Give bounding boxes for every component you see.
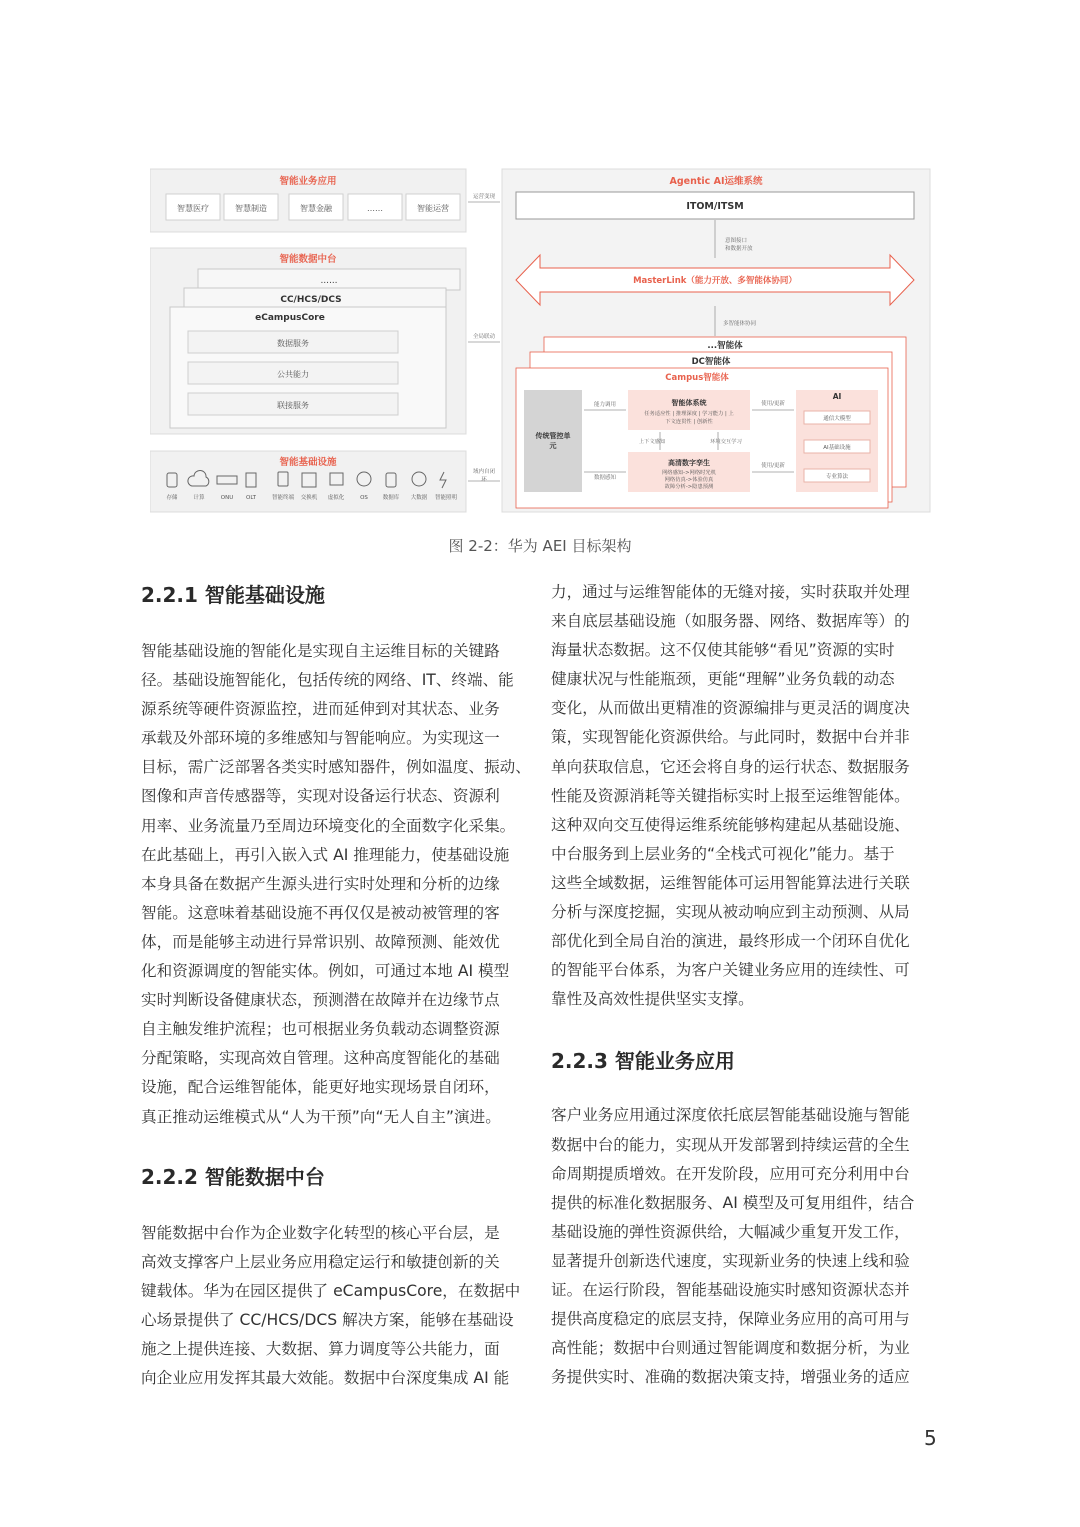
text-line: 承载及外部环境的多维感知与智能响应。为实现这一 bbox=[141, 729, 500, 748]
text-line: 高效支撑客户上层业务应用稳定运行和敏捷创新的关 bbox=[141, 1252, 500, 1271]
cap-call-label: 能力调用 bbox=[593, 402, 617, 408]
infra-label: 计算 bbox=[193, 495, 205, 501]
text-line: 变化，从而做出更精准的资源编排与更灵活的调度决 bbox=[551, 699, 910, 718]
text-line: 实时判断设备健康状态，预测潜在故障并在边缘节点 bbox=[141, 991, 500, 1010]
campus-agent-label: Campus智能体 bbox=[665, 373, 729, 383]
section-2-2-3-title: 2.2.3 智能业务应用 bbox=[551, 1049, 735, 1074]
text-line: 用率、业务流量乃至周边环境变化的全面数字化采集。 bbox=[141, 816, 516, 835]
section-2-2-2-title: 2.2.2 智能数据中台 bbox=[141, 1164, 325, 1189]
text-line: 施之上提供连接、大数据、算力调度等公共能力，面 bbox=[141, 1339, 500, 1358]
biz-item: …… bbox=[367, 204, 383, 213]
dp-dots: …… bbox=[320, 276, 338, 286]
text-line: 高性能；数据中台则通过智能调度和数据分析，为业 bbox=[551, 1339, 910, 1358]
conn-bottom-2: 环 bbox=[481, 477, 487, 483]
text-line: 这种双向交互使得运维系统能够构建起从基础设施、 bbox=[551, 815, 910, 834]
infra-title: 智能基础设施 bbox=[279, 457, 337, 468]
upload-label: 上下文感知 bbox=[638, 439, 666, 445]
text-line: 分配策略，实现高效自管理。这种高度智能化的基础 bbox=[141, 1049, 500, 1068]
ai-item: 通信大模型 bbox=[823, 416, 851, 422]
data-perceive-label: 数据感知 bbox=[593, 475, 617, 481]
text-line: 策，实现智能化资源供给。与此同时，数据中台并非 bbox=[551, 728, 910, 747]
twin-line-3: 故障分析->隐患预测 bbox=[664, 484, 714, 490]
dp-ccs: CC/HCS/DCS bbox=[280, 295, 342, 305]
stack-agent-2-label: DC智能体 bbox=[691, 357, 731, 367]
page-number: 5 bbox=[924, 1426, 937, 1450]
section-2-2-2-body bbox=[141, 1219, 533, 1394]
use-update-label-2: 使用/更新 bbox=[761, 463, 785, 469]
agentic-title: Agentic AI运维系统 bbox=[669, 176, 763, 187]
ai-title: AI bbox=[832, 392, 842, 401]
legacy-label: 传统管控单 bbox=[535, 432, 571, 440]
agent-system-line: 任务适应性 | 推理深度 | 学习能力 | 上 bbox=[644, 411, 734, 417]
itom-label: ITOM/ITSM bbox=[686, 201, 744, 212]
biz-item: 智慧制造 bbox=[235, 204, 267, 213]
architecture-figure bbox=[150, 168, 932, 514]
architecture-diagram bbox=[150, 168, 932, 514]
biz-app-title: 智能业务应用 bbox=[279, 176, 337, 187]
infra-label: 虚拟化 bbox=[327, 495, 345, 501]
dp-core: eCampusCore bbox=[255, 313, 325, 323]
twin-line: 网络感知->网络时光机 bbox=[661, 470, 717, 476]
text-line: 键载体。华为在园区提供了 eCampusCore，在数据中 bbox=[141, 1281, 521, 1300]
infra-label: OS bbox=[360, 495, 368, 501]
text-line: 智能基础设施的智能化是实现自主运维目标的关键路 bbox=[141, 642, 500, 660]
text-line: 显著提升创新迭代速度，实现新业务的快速上线和验 bbox=[551, 1251, 910, 1270]
ai-item: 专业算法 bbox=[825, 474, 849, 480]
conn-top: 运营变现 bbox=[472, 194, 496, 200]
text-line: 海量状态数据。这不仅使其能够“看见”资源的实时 bbox=[551, 641, 895, 660]
biz-item: 智能运营 bbox=[417, 204, 449, 213]
dp-item: 数据服务 bbox=[277, 339, 309, 348]
left-column bbox=[141, 580, 533, 1393]
infra-label: 智能终端 bbox=[271, 495, 295, 501]
text-line: 智能数据中台作为企业数字化转型的核心平台层，是 bbox=[141, 1223, 500, 1242]
text-line: 目标，需广泛部署各类实时感知器件，例如温度、振动、 bbox=[141, 758, 531, 777]
text-line: 靠性及高效性提供坚实支撑。 bbox=[551, 990, 754, 1009]
right-column bbox=[551, 578, 943, 1392]
dp-item: 公共能力 bbox=[277, 370, 309, 379]
text-line: 中台服务到上层业务的“全栈式可视化”能力。基于 bbox=[551, 844, 895, 863]
masterlink-label: MasterLink（能力开放、多智能体协同） bbox=[633, 276, 797, 286]
text-line: 这些全域数据，运维智能体可运用智能算法进行关联 bbox=[551, 873, 910, 892]
text-line: 务提供实时、准确的数据决策支持，增强业务的适应 bbox=[551, 1368, 910, 1387]
use-update-label: 使用/更新 bbox=[761, 401, 785, 407]
infra-label: 大数据 bbox=[410, 495, 428, 501]
infra-label: 存储 bbox=[166, 495, 178, 501]
biz-item: 智慧医疗 bbox=[177, 204, 209, 213]
dp-item: 联接服务 bbox=[277, 401, 309, 410]
section-2-2-2-continued bbox=[551, 578, 943, 1014]
text-line: 性能及资源消耗等关键指标实时上报至运维智能体。 bbox=[551, 786, 910, 805]
text-line: 心场景提供了 CC/HCS/DCS 解决方案，能够在基础设 bbox=[141, 1310, 514, 1329]
text-line: 提供高度稳定的底层支持，保障业务应用的高可用与 bbox=[551, 1310, 910, 1329]
legacy-label-2: 元 bbox=[549, 442, 557, 450]
section-2-2-3-body bbox=[551, 1101, 943, 1392]
text-line: 图像和声音传感器等，实现对设备运行状态、资源利 bbox=[141, 787, 500, 806]
text-line: 基础设施的弹性资源供给，大幅减少重复开发工作， bbox=[551, 1222, 910, 1241]
text-line: 命周期提质增效。在开发阶段，应用可充分利用中台 bbox=[551, 1164, 910, 1183]
text-line: 本身具备在数据产生源头进行实时处理和分析的边缘 bbox=[141, 874, 500, 893]
data-platform-title: 智能数据中台 bbox=[279, 254, 337, 265]
infra-label: ONU bbox=[220, 495, 234, 501]
connector-arrows bbox=[468, 202, 500, 481]
infra-label: OLT bbox=[246, 495, 256, 501]
collab-label: 多智能体协同 bbox=[723, 321, 757, 327]
agent-system-title: 智能体系统 bbox=[671, 399, 707, 407]
twin-line-2: 网络仿真->体验仿真 bbox=[664, 477, 714, 483]
legacy-box bbox=[524, 390, 582, 492]
agent-system-line-2: 下文连贯性 | 创新性 bbox=[665, 419, 713, 425]
text-line: 在此基础上，再引入嵌入式 AI 推理能力，使基础设施 bbox=[141, 845, 510, 864]
text-line: 力，通过与运维智能体的无缝对接，实时获取并处理 bbox=[551, 583, 910, 601]
text-line: 智能。这意味着基础设施不再仅仅是被动被管理的客 bbox=[141, 903, 500, 922]
infra-label: 交换机 bbox=[300, 495, 318, 501]
text-line: 的智能平台体系，为客户关键业务应用的连续性、可 bbox=[551, 961, 910, 980]
text-line: 客户业务应用通过深度依托底层智能基础设施与智能 bbox=[551, 1106, 910, 1125]
ai-item: AI基础设施 bbox=[823, 445, 851, 451]
infra-label: 数据库 bbox=[382, 495, 400, 501]
text-line: 设施，配合运维智能体，能更好地实现场景自闭环， bbox=[141, 1078, 500, 1097]
stack-agent-3-label: ...智能体 bbox=[707, 341, 743, 351]
text-line: 体，而是能够主动进行异常识别、故障预测、能效优 bbox=[141, 932, 500, 951]
section-2-2-1-body bbox=[141, 637, 533, 1132]
text-line: 自主触发维护流程；也可根据业务负载动态调整资源 bbox=[141, 1020, 500, 1039]
text-line: 数据中台的能力，实现从开发部署到持续运营的全生 bbox=[551, 1135, 910, 1154]
text-line: 真正推动运维模式从“人为干预”向“无人自主”演进。 bbox=[141, 1107, 501, 1126]
api-label: 意图接口 bbox=[725, 238, 748, 244]
twin-title: 高清数字孪生 bbox=[668, 459, 710, 467]
infra-label: 智能照明 bbox=[434, 495, 458, 501]
text-line: 径。基础设施智能化，包括传统的网络、IT、终端、能 bbox=[141, 671, 514, 690]
text-line: 证。在运行阶段，智能基础设施实时感知资源状态并 bbox=[551, 1280, 910, 1299]
section-2-2-1-title: 2.2.1 智能基础设施 bbox=[141, 583, 325, 607]
text-line: 单向获取信息，它还会将自身的运行状态、数据服务 bbox=[551, 757, 910, 776]
text-line: 健康状况与性能瓶颈，更能“理解”业务负载的动态 bbox=[551, 670, 895, 689]
text-line: 分析与深度挖掘，实现从被动响应到主动预测、从局 bbox=[551, 903, 910, 922]
biz-app-items bbox=[166, 194, 460, 220]
text-line: 部优化到全局自治的演进，最终形成一个闭环自优化 bbox=[551, 932, 910, 951]
env-learn-label: 环境交互学习 bbox=[710, 439, 742, 445]
text-line: 源系统等硬件资源监控，进而延伸到对其状态、业务 bbox=[141, 700, 500, 719]
text-line: 提供的标准化数据服务、AI 模型及可复用组件，结合 bbox=[551, 1193, 915, 1212]
conn-mid: 全局联动 bbox=[472, 334, 496, 340]
conn-bottom: 域内自闭 bbox=[472, 469, 496, 475]
api-label-2: 和数据开放 bbox=[725, 246, 753, 252]
text-line: 来自底层基础设施（如服务器、网络、数据库等）的 bbox=[551, 612, 910, 631]
text-line: 向企业应用发挥其最大效能。数据中台深度集成 AI 能 bbox=[141, 1369, 510, 1388]
biz-item: 智慧金融 bbox=[300, 204, 332, 213]
text-line: 化和资源调度的智能实体。例如，可通过本地 AI 模型 bbox=[141, 962, 510, 981]
figure-caption: 图 2-2：华为 AEI 目标架构 bbox=[448, 537, 632, 555]
